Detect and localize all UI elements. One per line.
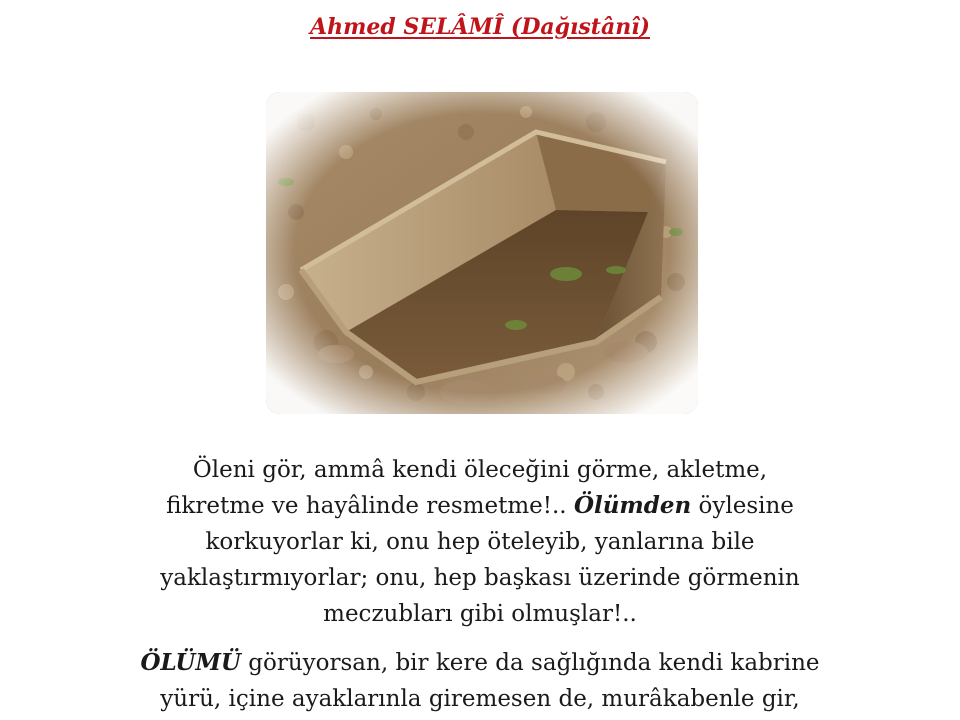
author-title: Ahmed SELÂMÎ (Dağıstânî) (310, 14, 650, 40)
line-2-text-before: fikretme ve hayâlinde resmetme!.. (166, 493, 574, 519)
paragraph-2-line-2: yürü, içine ayaklarınla giremesen de, murâkabenle gir, (160, 686, 800, 712)
line-1-text-after: görüyorsan, bir kere da sağlığında kendi kabrine (240, 650, 820, 676)
paragraph-1-line-3: korkuyorlar ki, onu hep öteleyib, yanlarına bile (205, 529, 755, 555)
paragraph-2-line-1 (40, 645, 920, 681)
paragraph-1-line-1: Öleni gör, ammâ kendi öleceğini görme, akletme, (192, 457, 768, 483)
paragraph-1 (40, 452, 920, 632)
paragraph-1-line-4: yaklaştırmıyorlar; onu, hep başkası üzerinde görmenin (160, 565, 800, 591)
emphasis-olumu: ÖLÜMÜ (140, 649, 241, 676)
paragraph-1-line-5: meczubları gibi olmuşlar!.. (323, 601, 637, 627)
paragraph-1-line-2 (40, 488, 920, 524)
line-2-text-after: öylesine (691, 493, 794, 519)
emphasis-olumden: Ölümden (573, 492, 692, 519)
paragraph-2 (40, 645, 920, 717)
grave-photo (266, 92, 698, 414)
